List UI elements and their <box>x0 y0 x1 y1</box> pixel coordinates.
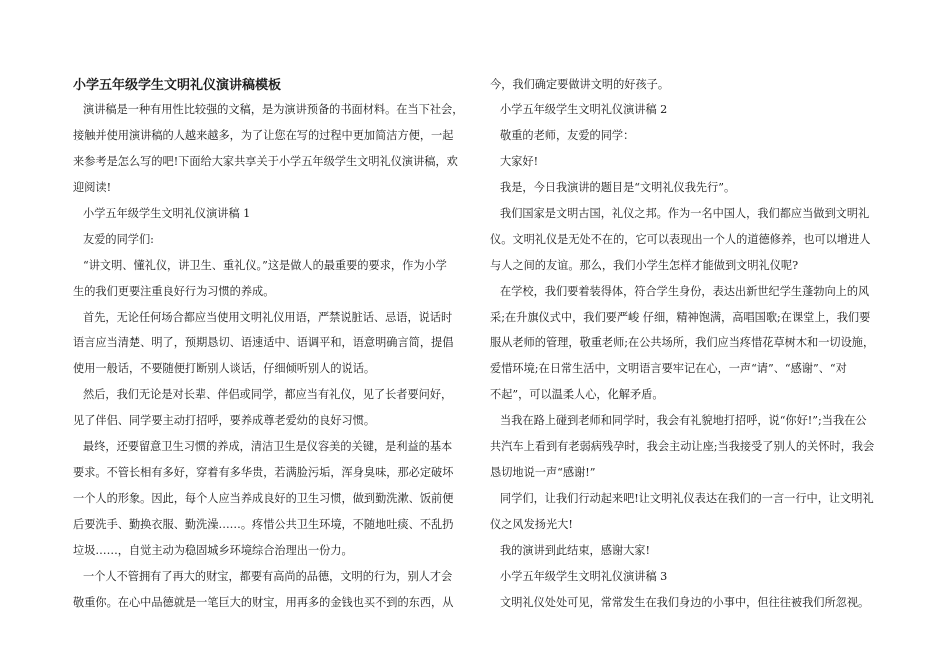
paragraph-line: 采;在升旗仪式中，我们要严峻 仔细，精神饱满，高唱国歌;在课堂上，我们要 <box>490 311 871 324</box>
paragraph-line: 一个人的形象。因此，每个人应当养成良好的卫生习惯，做到勤洗漱、饭前便 <box>73 492 454 505</box>
paragraph-line: 最终，还要留意卫生习惯的养成，清洁卫生是仪容美的关键，是利益的基本 <box>83 440 453 453</box>
paragraph-line: 敬重你。在心中品德就是一笔巨大的财宝，用再多的金钱也买不到的东西，从 <box>73 596 454 609</box>
paragraph-line: 仪之风发扬光大! <box>490 518 573 531</box>
paragraph-line: 我的演讲到此结束，感谢大家! <box>500 544 650 557</box>
paragraph-line: 我是，今日我演讲的题目是“文明礼仪我先行”。 <box>500 181 736 194</box>
paragraph-line: 恳切地说一声“感谢!” <box>490 466 596 479</box>
paragraph-line: 大家好! <box>500 155 539 168</box>
paragraph-line: 一个人不管拥有了再大的财宝，都要有高尚的品德，文明的行为，别人才会 <box>83 570 453 583</box>
paragraph-line: 接触并使用演讲稿的人越来越多，为了让您在写的过程中更加简洁方便，一起 <box>73 129 454 142</box>
paragraph-line: 后要洗手、勤换衣服、勤洗澡……。疼惜公共卫生环境，不随地吐痰、不乱扔 <box>73 518 454 531</box>
paragraph-line: 首先，无论任何场合都应当使用文明礼仪用语，严禁说脏话、忌语，说话时 <box>83 311 453 324</box>
paragraph-line: 使用一般话，不要随便打断别人谈话，仔细倾听别人的说话。 <box>73 362 376 375</box>
paragraph-line: 迎阅读! <box>73 181 112 194</box>
section-heading: 小学五年级学生文明礼仪演讲稿 2 <box>500 103 668 116</box>
paragraph-line: 我们国家是文明古国，礼仪之邦。作为一名中国人，我们都应当做到文明礼 <box>500 207 870 220</box>
paragraph-line: 在学校，我们要着装得体，符合学生身份，表达出新世纪学生蓬勃向上的风 <box>500 285 870 298</box>
paragraph-line: 服从老师的管理，敬重老师;在公共场所，我们应当疼惜花草树木和一切设施， <box>490 336 875 349</box>
paragraph-line: 垃圾……，自觉主动为稳固城乡环境综合治理出一份力。 <box>73 544 353 557</box>
paragraph-line: 敬重的老师，友爱的同学： <box>500 129 635 142</box>
paragraph-line: 然后，我们无论是对长辈、伴侣或同学，都应当有礼仪，见了长者要问好， <box>83 388 453 401</box>
paragraph-line: 语言应当清楚、明了，预期恳切、语速适中、语调平和，语意明确言简，提倡 <box>73 336 454 349</box>
paragraph-line: 演讲稿是一种有用性比较强的文稿，是为演讲预备的书面材料。在当下社会， <box>83 103 464 116</box>
paragraph-line: 文明礼仪处处可见，常常发生在我们身边的小事中，但往往被我们所忽视。 <box>500 596 870 609</box>
paragraph-line: 要求。不管长相有多好，穿着有多华贵，若满脸污垢，浑身臭味，那必定破坏 <box>73 466 454 479</box>
paragraph-line: 来参考是怎么写的吧!下面给大家共享关于小学五年级学生文明礼仪演讲稿，欢 <box>73 155 458 168</box>
paragraph-line: 爱惜环境;在日常生活中，文明语言要牢记在心，一声“请”、“感谢”、“对 <box>490 362 847 375</box>
paragraph-line: 共汽车上看到有老弱病残孕时，我会主动让座;当我接受了别人的关怀时，我会 <box>490 440 875 453</box>
paragraph-line: 不起”，可以温柔人心，化解矛盾。 <box>490 388 664 401</box>
paragraph-line: 今，我们确定要做讲文明的好孩子。 <box>490 78 670 91</box>
paragraph-line: 当我在路上碰到老师和同学时，我会有礼貌地打招呼，说“你好!”;当我在公 <box>500 414 867 427</box>
paragraph-line: 生的我们更要注重良好行为习惯的养成。 <box>73 285 275 298</box>
document-title: 小学五年级学生文明礼仪演讲稿模板 <box>73 78 282 93</box>
paragraph-line: 仪。文明礼仪是无处不在的，它可以表现出一个人的道德修养，也可以增进人 <box>490 233 871 246</box>
section-heading: 小学五年级学生文明礼仪演讲稿 1 <box>83 207 251 220</box>
paragraph-line: 与人之间的友谊。那么，我们小学生怎样才能做到文明礼仪呢? <box>490 259 799 272</box>
paragraph-line: 同学们，让我们行动起来吧!让文明礼仪表达在我们的一言一行中，让文明礼 <box>500 492 874 505</box>
paragraph-line: 见了伴侣、同学要主动打招呼，要养成尊老爱幼的良好习惯。 <box>73 414 376 427</box>
paragraph-line: 友爱的同学们: <box>83 233 154 246</box>
section-heading: 小学五年级学生文明礼仪演讲稿 3 <box>500 570 668 583</box>
paragraph-line: “讲文明、懂礼仪，讲卫生、重礼仪。”这是做人的最重要的要求，作为小学 <box>83 259 447 272</box>
